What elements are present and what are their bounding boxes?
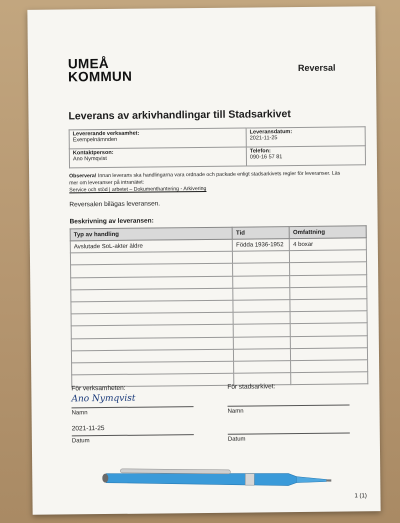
cell-time <box>233 312 290 325</box>
cell-extent <box>290 274 367 287</box>
delivery-description-table <box>70 225 369 387</box>
notice-paragraph <box>69 170 349 194</box>
cell-type: Avslutade SoL-akter äldre <box>70 239 232 253</box>
document-title: Leverans av arkivhandlingar till Stadsarkivet <box>68 108 291 123</box>
header-extent: Omfattning <box>289 226 366 239</box>
pen-tip-icon <box>296 477 329 483</box>
cell-extent <box>290 250 367 263</box>
logo-line-1: UMEÅ <box>67 55 109 72</box>
cell-time <box>233 275 290 288</box>
cell-time <box>234 360 291 373</box>
logo-line-2: KOMMUN <box>67 68 133 85</box>
cell-extent <box>291 360 368 373</box>
cell-time <box>233 287 290 300</box>
cell-extent <box>290 299 367 312</box>
archive-date-line <box>228 432 350 434</box>
cell-extent <box>291 335 368 348</box>
phone-cell <box>246 146 365 166</box>
archive-signature-heading: För stadsarkivet: <box>227 383 276 391</box>
phone-label: Telefon: <box>249 148 271 155</box>
cell-extent <box>290 262 367 275</box>
cell-extent <box>291 372 368 385</box>
org-date-line <box>72 434 194 436</box>
org-name-caption: Namn <box>71 410 88 417</box>
archive-name-line <box>228 404 350 406</box>
description-label: Beskrivning av leveransen: <box>69 217 154 226</box>
cell-extent: 4 boxar <box>290 238 367 251</box>
org-label: Levererande verksamhet: <box>72 130 140 138</box>
cell-extent <box>290 287 367 300</box>
cell-time <box>233 263 290 276</box>
date-cell <box>246 127 365 147</box>
header-type: Typ av handling <box>70 227 232 241</box>
header-time: Tid <box>232 227 289 240</box>
page-number: 1 (1) <box>354 493 367 500</box>
pen-clip-icon <box>120 469 230 474</box>
contact-label: Kontaktperson: <box>72 149 114 157</box>
cell-extent <box>291 347 368 360</box>
cell-time <box>233 251 290 264</box>
org-date-value: 2021-11-25 <box>71 425 105 433</box>
delivery-date-label: Leveransdatum: <box>249 129 293 136</box>
cell-extent <box>290 323 367 336</box>
cell-extent <box>290 311 367 324</box>
cell-time <box>233 300 290 313</box>
cell-time <box>233 324 290 337</box>
handwritten-signature: Ano Nymqvist <box>71 393 136 405</box>
org-value: Exempelnämnden <box>72 136 118 144</box>
delivery-info-table <box>69 126 366 168</box>
org-signature-heading: För verksamheten: <box>71 384 126 393</box>
attach-note: Reversalen bilägas leveransen. <box>69 200 161 209</box>
cell-time <box>234 336 291 349</box>
contact-cell <box>69 147 246 168</box>
notice-bold: Observera! <box>69 173 97 180</box>
cell-time <box>234 348 291 361</box>
phone-value: 090-16 57 81 <box>249 154 283 161</box>
delivery-date-value: 2021-11-25 <box>249 135 278 142</box>
notice-text: Innan leverans ska handlingarna vara ordnade och packade enligt stadsarkivets regler för leveranser. Läs mer om leveranser på intranätet: <box>69 170 341 187</box>
org-name-line <box>72 406 194 408</box>
archive-date-caption: Datum <box>227 436 246 443</box>
intranet-link[interactable]: Service och stöd | arbetet – Dokumenthantering - Arkivering <box>69 185 207 194</box>
document-type: Reversal <box>297 62 336 74</box>
archive-name-caption: Namn <box>227 408 244 415</box>
umea-kommun-logo <box>68 57 132 84</box>
org-cell <box>69 128 246 149</box>
cell-time: Födda 1936-1952 <box>233 239 290 252</box>
document-page <box>27 6 380 515</box>
contact-value: Ano Nymqvist <box>72 156 107 163</box>
org-date-caption: Datum <box>71 438 90 445</box>
